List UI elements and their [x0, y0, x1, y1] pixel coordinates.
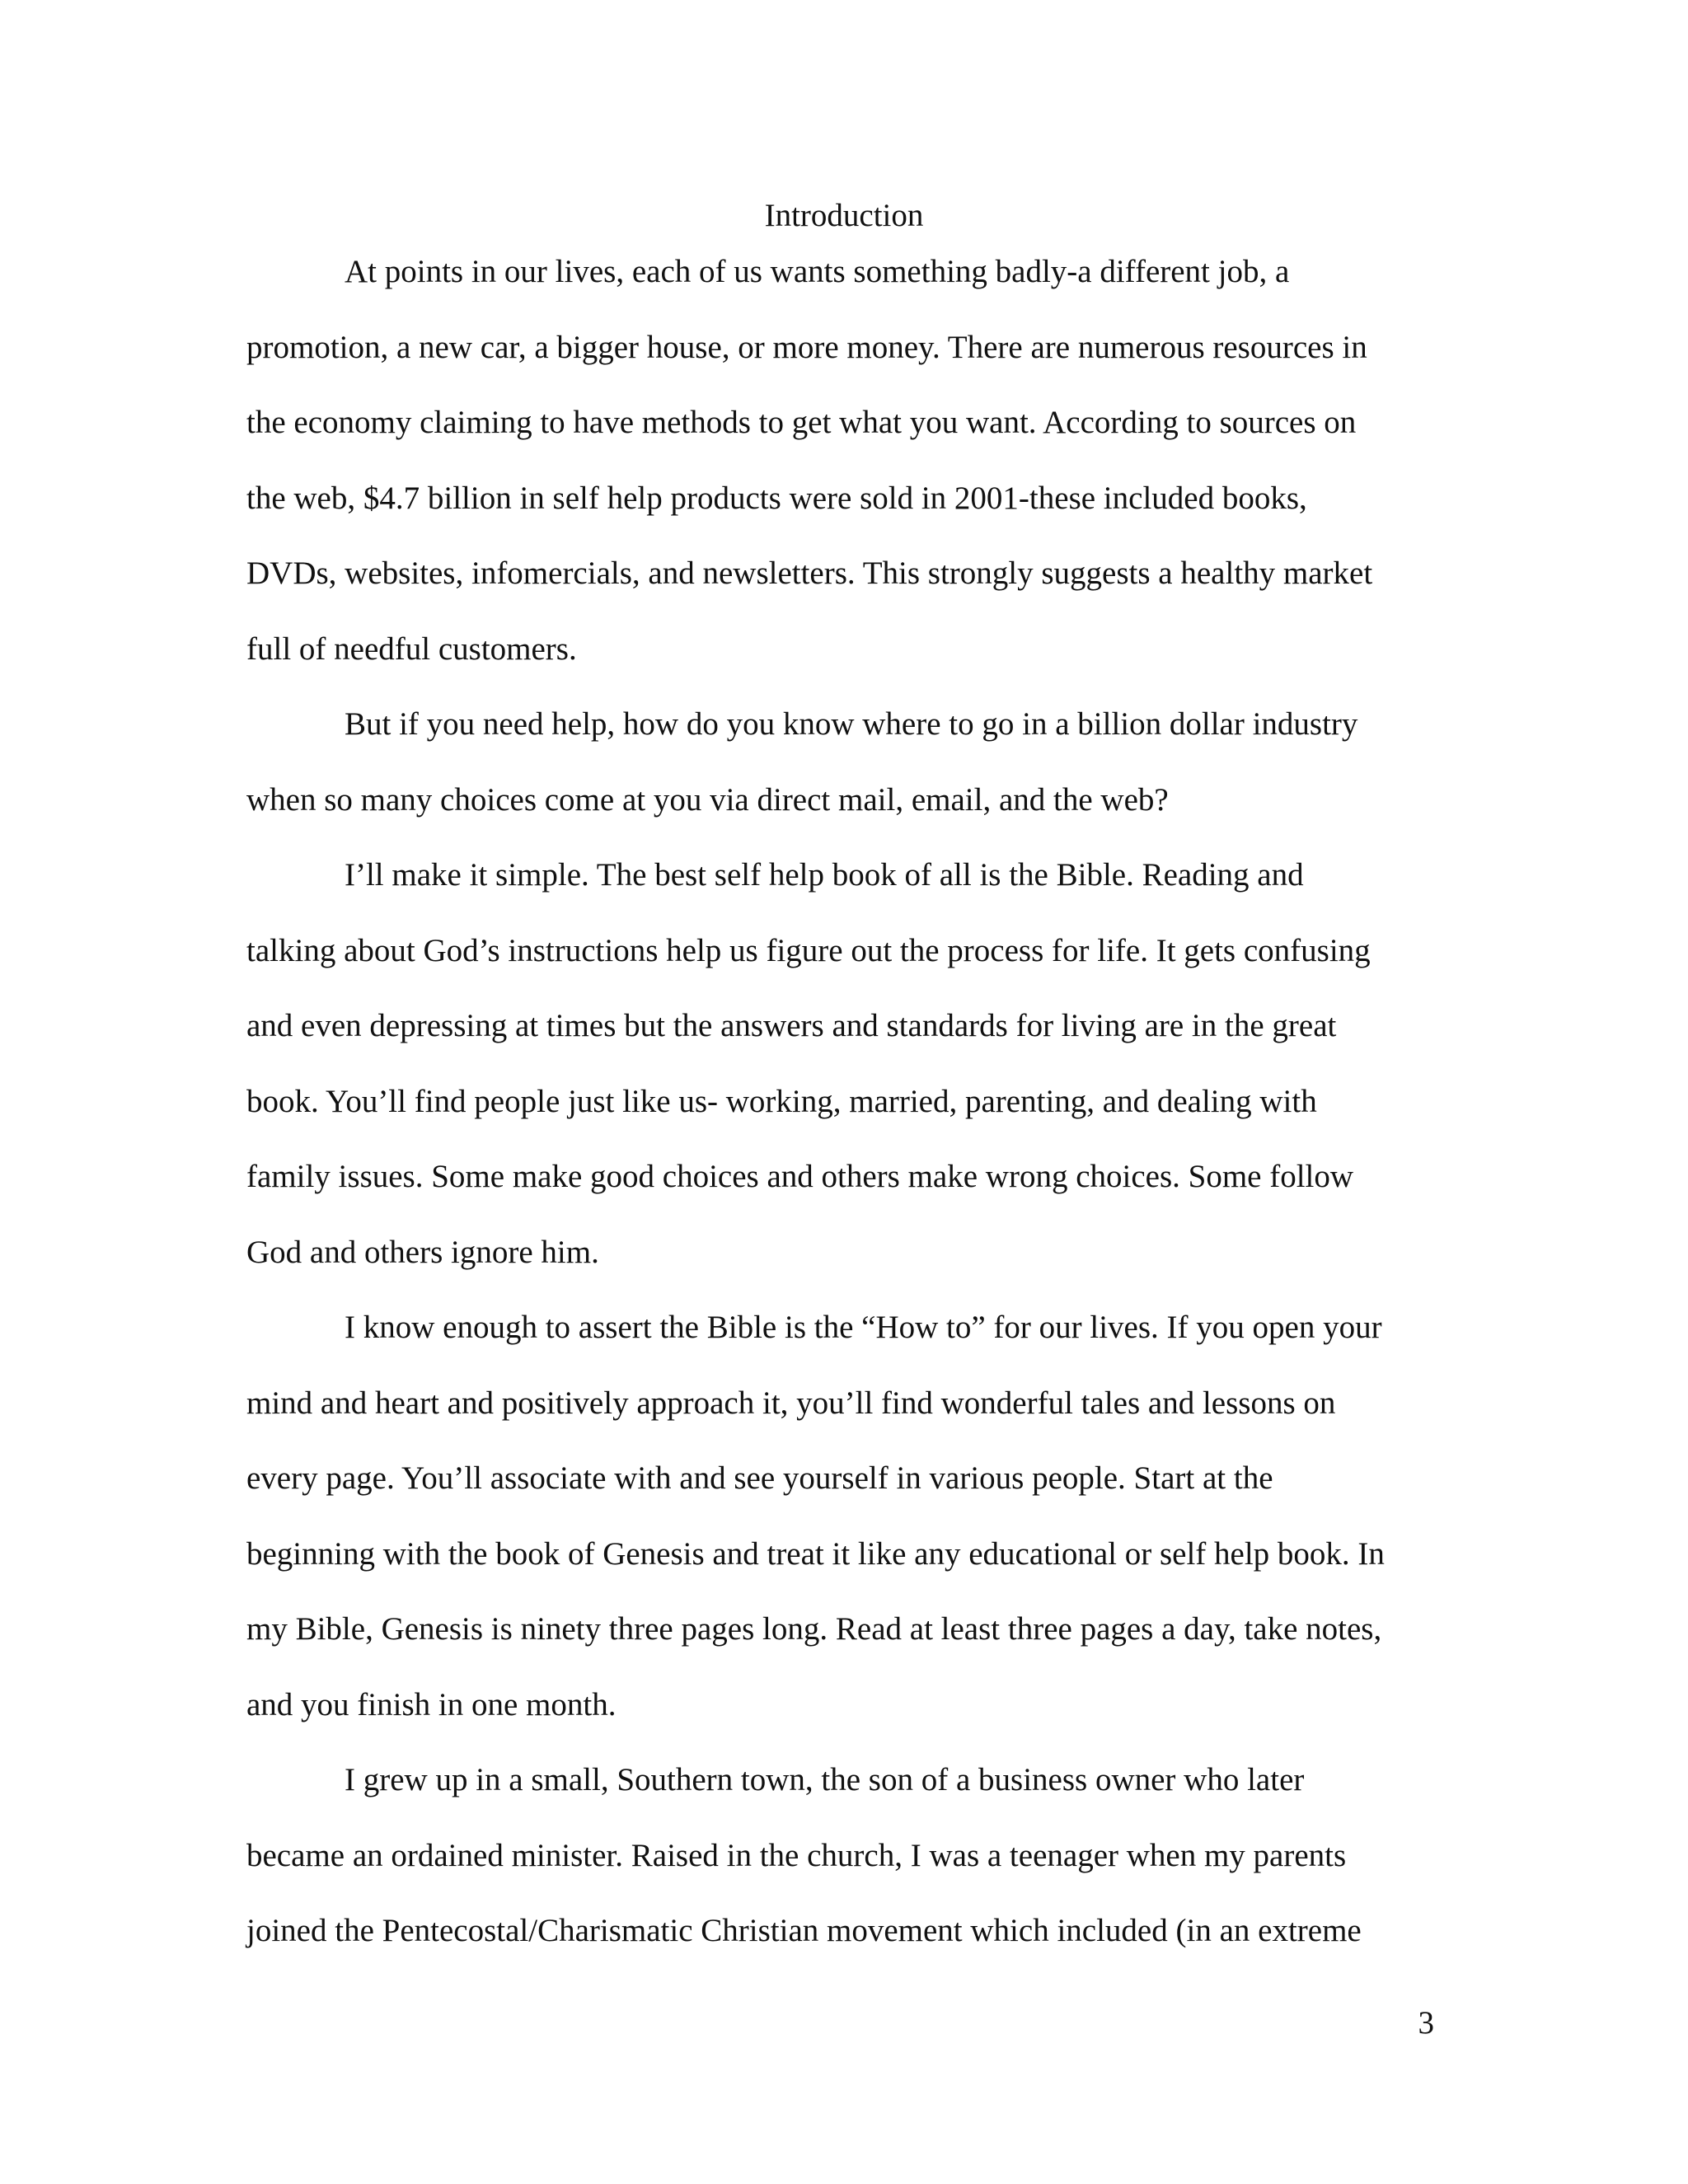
- text-line: mind and heart and positively approach it, you’ll find wonderful tales and lessons on: [246, 1385, 1336, 1421]
- text-line: my Bible, Genesis is ninety three pages long. Read at least three pages a day, take notes,: [246, 1611, 1382, 1647]
- text-line: At points in our lives, each of us wants something badly-a different job, a: [345, 254, 1290, 289]
- text-line: promotion, a new car, a bigger house, or more money. There are numerous resources in: [246, 330, 1367, 365]
- text-line: the web, $4.7 billion in self help products were sold in 2001-these included books,: [246, 480, 1307, 516]
- text-line: I grew up in a small, Southern town, the son of a business owner who later: [345, 1762, 1305, 1797]
- text-line: and you finish in one month.: [246, 1687, 617, 1722]
- text-line: I know enough to assert the Bible is the “How to” for our lives. If you open your: [345, 1310, 1382, 1345]
- text-line: DVDs, websites, infomercials, and newsletters. This strongly suggests a healthy market: [246, 555, 1373, 591]
- text-line: every page. You’ll associate with and see yourself in various people. Start at the: [246, 1460, 1273, 1496]
- text-line: I’ll make it simple. The best self help book of all is the Bible. Reading and: [345, 857, 1304, 893]
- text-line: and even depressing at times but the answers and standards for living are in the great: [246, 1008, 1337, 1043]
- text-line: God and others ignore him.: [246, 1235, 599, 1270]
- page-number: 3: [1418, 2005, 1434, 2041]
- text-line: beginning with the book of Genesis and treat it like any educational or self help book. In: [246, 1536, 1385, 1572]
- text-line: became an ordained minister. Raised in the church, I was a teenager when my parents: [246, 1838, 1347, 1873]
- page-title: Introduction: [764, 198, 924, 233]
- text-line: joined the Pentecostal/Charismatic Christian movement which included (in an extreme: [246, 1913, 1362, 1948]
- text-line: But if you need help, how do you know where to go in a billion dollar industry: [345, 706, 1358, 742]
- text-line: the economy claiming to have methods to get what you want. According to sources on: [246, 405, 1357, 440]
- text-line: when so many choices come at you via direct mail, email, and the web?: [246, 782, 1169, 818]
- text-line: full of needful customers.: [246, 631, 577, 667]
- text-line: book. You’ll find people just like us- working, married, parenting, and dealing with: [246, 1084, 1317, 1119]
- text-line: talking about God’s instructions help us figure out the process for life. It gets confusing: [246, 933, 1371, 968]
- text-line: family issues. Some make good choices and others make wrong choices. Some follow: [246, 1159, 1354, 1194]
